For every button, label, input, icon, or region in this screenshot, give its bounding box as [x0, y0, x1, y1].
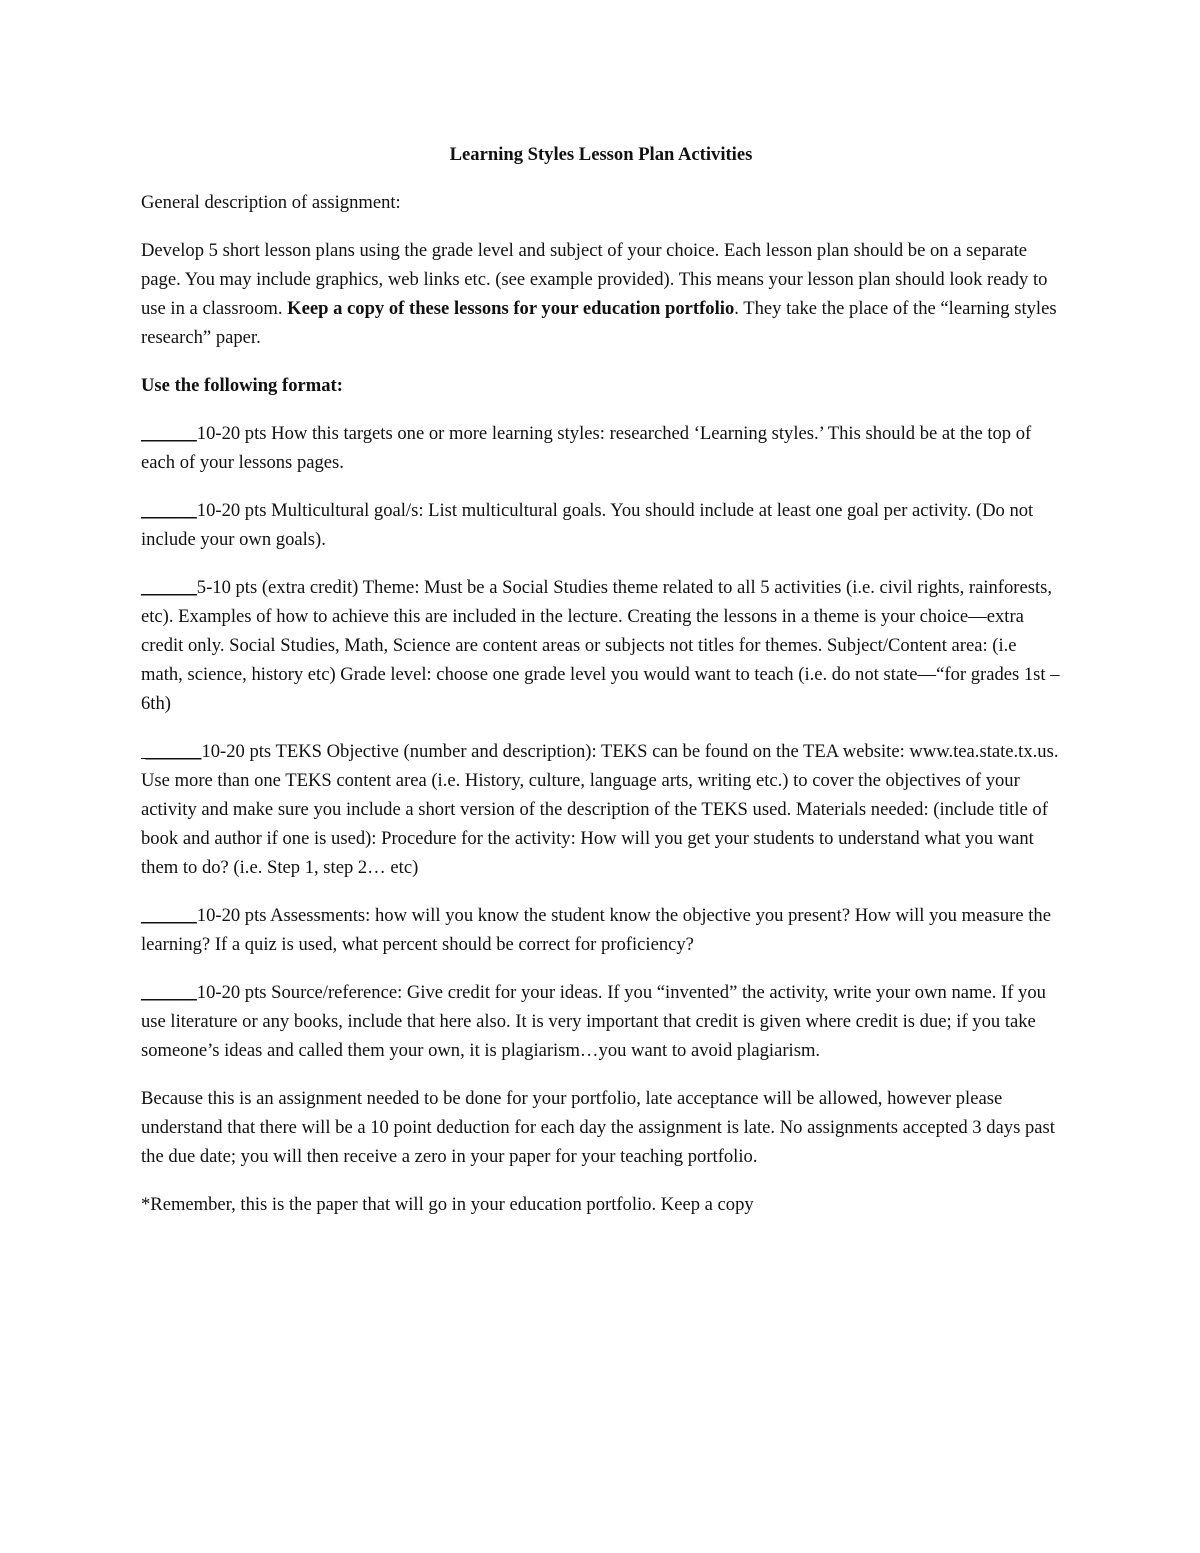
format-item-text: 10-20 pts Source/reference: Give credit for your ideas. If you “invented” the activity, write your own name. If you use literature or any books, include that here also. It is very important that credit is given where credit is due; if you take someone’s ideas and called them your own, it is plagiarism…you want to avoid plagiarism.: [141, 982, 1046, 1061]
format-item-source-reference: [141, 978, 1061, 1065]
format-item-assessments: [141, 901, 1061, 959]
format-item-text: 10-20 pts TEKS Objective (number and description): TEKS can be found on the TEA website: www.tea.state.tx.us. Use more than one TEKS content area (i.e. History, culture, language arts, writing etc.) to cover the objectives of your activity and make sure you include a short version of the description of the TEKS used. Materials needed: (include title of book and author if one is used): Procedure for the activity: How will you get your students to understand what you want them to do? (i.e. Step 1, step 2… etc): [141, 741, 1059, 878]
score-blank: ______: [141, 905, 197, 926]
format-item-text: 10-20 pts Multicultural goal/s: List multicultural goals. You should include at least one goal per activity. (Do not include your own goals).: [141, 500, 1034, 550]
document-title: Learning Styles Lesson Plan Activities: [449, 144, 753, 165]
reminder-note: *Remember, this is the paper that will go in your education portfolio. Keep a copy: [141, 1194, 754, 1215]
format-item-teks-objective: [141, 737, 1061, 882]
intro-text-part2: . They take the place of the “learning styles research” paper.: [141, 298, 1057, 348]
score-blank: ______: [141, 500, 197, 521]
intro-text-part1: Develop 5 short lesson plans using the grade level and subject of your choice. Each lesson plan should be on a separate page. You may include graphics, web links etc. (see example provided). This means your lesson plan should look ready to use in a classroom.: [141, 240, 1048, 319]
format-item-learning-styles: [141, 419, 1061, 477]
score-blank: ______: [141, 982, 197, 1003]
late-policy-paragraph: Because this is an assignment needed to be done for your portfolio, late acceptance will be allowed, however please understand that there will be a 10 point deduction for each day the assignment is late. No assignments accepted 3 days past the due date; you will then receive a zero in your paper for your teaching portfolio.: [141, 1088, 1055, 1167]
format-heading: Use the following format:: [141, 375, 343, 396]
format-item-theme: [141, 573, 1061, 718]
general-description-label: General description of assignment:: [141, 192, 401, 213]
format-item-text: 10-20 pts How this targets one or more learning styles: researched ‘Learning styles.’ This should be at the top of each of your lessons pages.: [141, 423, 1032, 473]
score-blank: ______: [141, 423, 197, 444]
intro-bold-text: Keep a copy of these lessons for your education portfolio: [287, 298, 735, 319]
document-body: [141, 140, 1061, 1238]
score-blank: ______: [141, 577, 197, 598]
format-item-multicultural-goals: [141, 496, 1061, 554]
format-item-text: 5-10 pts (extra credit) Theme: Must be a Social Studies theme related to all 5 activities (i.e. civil rights, rainforests, etc). Examples of how to achieve this are included in the lecture. Creating the lessons in a theme is your choice—extra credit only. Social Studies, Math, Science are content areas or subjects not titles for themes. Subject/Content area: (i.e math, science, history etc) Grade level: choose one grade level you would want to teach (i.e. do not state—“for grades 1st – 6th): [141, 577, 1060, 714]
format-item-text: 10-20 pts Assessments: how will you know the student know the objective you present? How will you measure the learning? If a quiz is used, what percent should be correct for proficiency?: [141, 905, 1051, 955]
score-blank: ______: [141, 741, 202, 762]
intro-paragraph: [141, 236, 1061, 352]
